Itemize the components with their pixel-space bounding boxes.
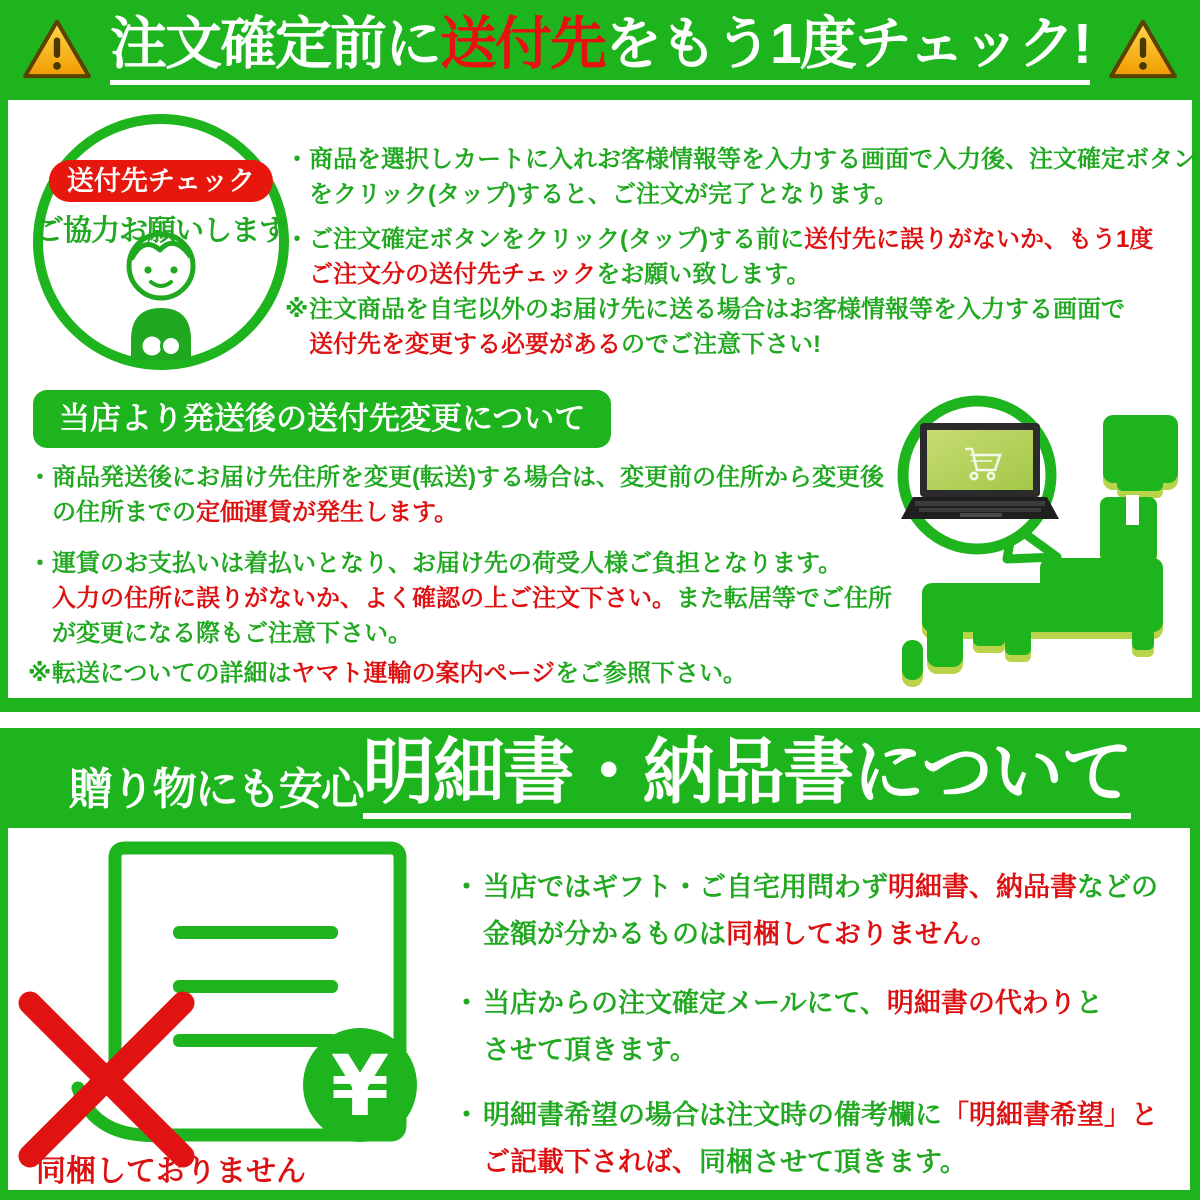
title-highlight: 送付先 — [440, 12, 605, 77]
header2-large: 明細書・納品書について — [363, 737, 1132, 819]
bullet-marker: ・ — [285, 226, 309, 253]
bullet-text: 同梱しておりません。 — [726, 919, 998, 949]
badge-pill-label: 送付先チェック — [49, 160, 273, 202]
bullet-text: と — [1075, 988, 1103, 1018]
bullet-text: が変更になる際もご注意下さい。 — [52, 620, 412, 647]
notice-bullet — [28, 656, 747, 691]
bullet-text: 送付先に誤りがないか、もう1度 — [804, 226, 1154, 253]
invoice-panel — [8, 828, 1190, 1190]
section-divider — [0, 712, 1200, 728]
bullet-text: 明細書希望の場合は注文時の備考欄に — [483, 1100, 942, 1130]
bullet-marker: ・ — [28, 464, 52, 491]
svg-text:¥: ¥ — [330, 1037, 390, 1135]
notice-bullet — [453, 980, 1103, 1074]
bullet-text: をクリック(タップ)すると、ご注文が完了となります。 — [309, 181, 899, 208]
notice-bullet — [285, 142, 1197, 212]
page-title — [110, 12, 1090, 85]
warning-icon — [20, 17, 94, 83]
shipping-check-panel — [8, 100, 1197, 698]
bullet-text: をご参照下さい。 — [555, 660, 748, 687]
notice-bullet — [453, 864, 1158, 958]
bullet-text: の住所までの — [52, 499, 196, 526]
notice-bullet — [285, 292, 1125, 362]
bullet-text: 注文商品を自宅以外のお届け先に送る場合はお客様情報等を入力する画面で — [309, 296, 1125, 323]
bullet-marker: ※ — [28, 660, 52, 687]
bullet-marker: ・ — [285, 146, 309, 173]
shipping-check-badge — [33, 114, 289, 370]
bullet-text: 転送についての詳細は — [52, 660, 292, 687]
title-pre: 注文確定前に — [110, 12, 440, 77]
bullet-text: 「明細書希望」と — [942, 1100, 1158, 1130]
japan-map-graphic — [885, 375, 1195, 705]
bullet-marker: ※ — [285, 296, 309, 323]
subsection-banner: 当店より発送後の送付先変更について — [33, 390, 611, 448]
notice-bullet — [285, 222, 1153, 292]
bullet-text: また転居等でご住所 — [676, 585, 892, 612]
invoice-section-header — [0, 728, 1200, 828]
bullet-text: ご注文確定ボタンをクリック(タップ)する前に — [309, 226, 805, 253]
bullet-text: させて頂きます。 — [483, 1035, 697, 1065]
bullet-text: 同梱させて頂きます。 — [699, 1147, 967, 1177]
bullet-text: 当店からの注文確定メールにて、 — [483, 988, 887, 1018]
bullet-marker: ・ — [453, 1100, 480, 1130]
bullet-text: 送付先を変更する必要がある — [309, 331, 621, 358]
top-warning-header — [0, 0, 1200, 100]
notice-bullet — [453, 1092, 1158, 1186]
title-post: をもう1度チェック! — [605, 12, 1090, 77]
bullet-text: 商品発送後にお届け先住所を変更(転送)する場合は、変更前の住所から変更後 — [52, 464, 884, 491]
bullet-text: ヤマト運輸の案内ページ — [291, 660, 556, 687]
invoice-document-graphic — [18, 838, 438, 1168]
bullet-text: 入力の住所に誤りがないか、よく確認の上ご注文下さい。 — [52, 585, 676, 612]
bullet-text: 商品を選択しカートに入れお客様情報等を入力する画面で入力後、注文確定ボタン — [309, 146, 1197, 173]
bullet-marker: ・ — [28, 550, 52, 577]
bullet-text: 明細書、納品書 — [888, 872, 1077, 902]
header2-small: 贈り物にも安心 — [68, 765, 363, 814]
bullet-text: ご記載下されば、 — [483, 1147, 699, 1177]
bullet-text: 当店ではギフト・ご自宅用問わず — [483, 872, 888, 902]
laptop-icon — [901, 423, 1059, 519]
bullet-text: のでご注意下さい! — [621, 331, 821, 358]
map-notch — [1126, 495, 1139, 525]
bullet-text: などの — [1077, 872, 1158, 902]
bullet-text: をお願い致します。 — [596, 261, 811, 288]
bullet-text: 明細書の代わり — [886, 988, 1076, 1018]
notice-bullet — [28, 546, 892, 651]
bullet-text: 金額が分かるものは — [483, 919, 726, 949]
yen-coin-icon — [303, 1028, 417, 1142]
bullet-text: ご注文分の送付先チェック — [309, 261, 597, 288]
bullet-marker: ・ — [453, 988, 480, 1018]
warning-icon — [1106, 17, 1180, 83]
bullet-text: 定価運賃が発生します。 — [196, 499, 459, 526]
notice-bullet — [28, 460, 884, 530]
bullet-marker: ・ — [453, 872, 480, 902]
bullet-text: 運賃のお支払いは着払いとなり、お届け先の荷受人様ご負担となります。 — [52, 550, 843, 577]
badge-subtitle: ご協力お願いします — [34, 215, 288, 247]
document-caption: 同梱しておりません — [36, 1155, 306, 1188]
